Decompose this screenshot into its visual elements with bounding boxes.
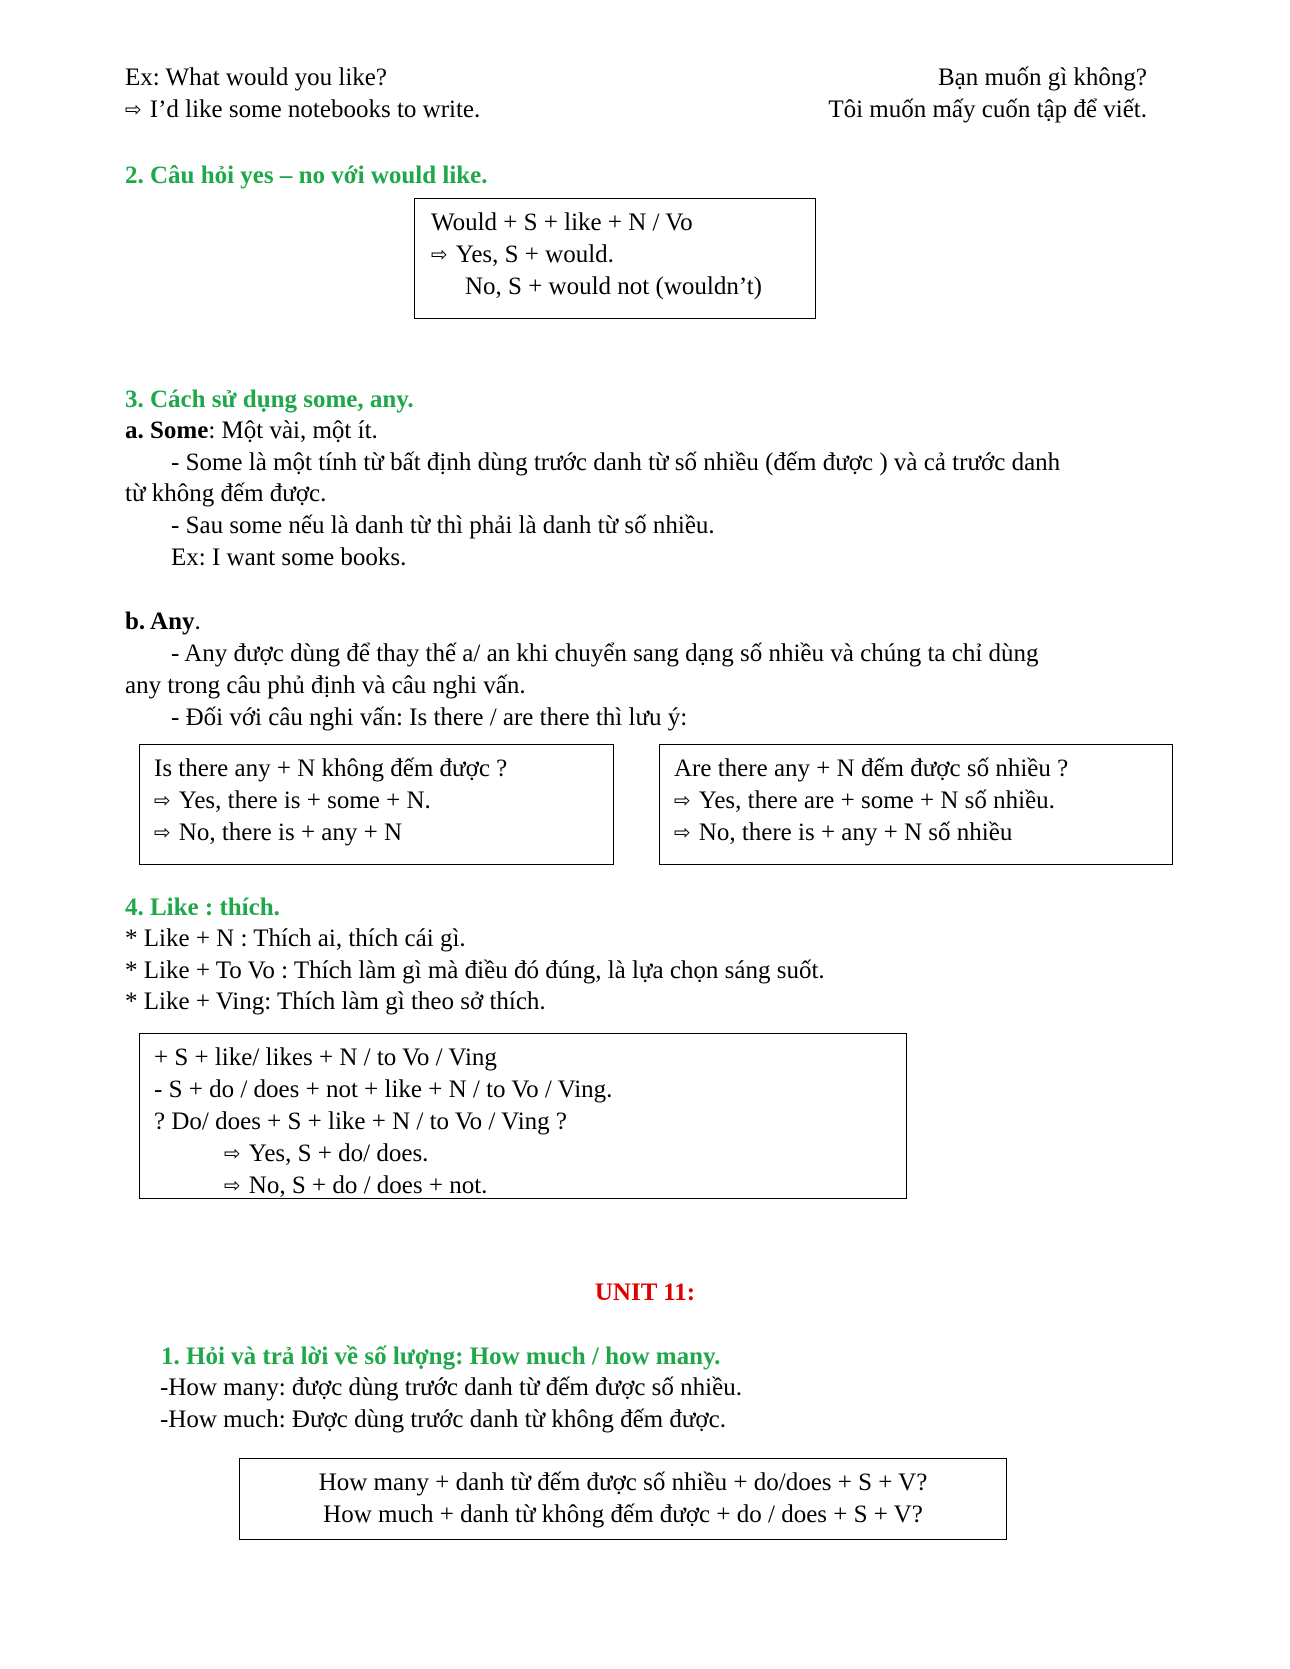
example-question-translation: Bạn muốn gì không? (937, 64, 1147, 91)
any-definition: b. Any. (125, 608, 201, 635)
arrow-icon: ⇨ (674, 820, 691, 844)
some-paragraph-line: - Some là một tính từ bất định dùng trước danh từ số nhiều (đếm được ) và cả trước danh (171, 449, 1061, 476)
unit-11-heading: 1. Hỏi và trả lời về số lượng: How much / how many. (161, 1343, 721, 1370)
would-like-formula-box (414, 198, 816, 319)
any-paragraph-line: - Any được dùng để thay thế a/ an khi chuyển sang dạng số nhiều và chúng ta chỉ dùng (171, 640, 1039, 667)
how-many-rule: -How many: được dùng trước danh từ đếm được số nhiều. (160, 1374, 742, 1401)
formula-line: Would + S + like + N / Vo (431, 209, 693, 236)
how-many-much-formula-box (239, 1458, 1007, 1540)
formula-line: Are there any + N đếm được số nhiều ? (674, 755, 1069, 782)
formula-line: ⇨ No, S + do / does + not. (224, 1170, 487, 1202)
formula-line: ⇨ No, there is + any + N số nhiều (674, 817, 1012, 849)
are-there-formula-box (659, 744, 1173, 865)
like-rule-line: * Like + N : Thích ai, thích cái gì. (125, 925, 466, 952)
some-definition: a. Some: Một vài, một ít. (125, 417, 378, 444)
formula-line: ⇨ Yes, S + do/ does. (224, 1138, 428, 1170)
arrow-icon: ⇨ (154, 788, 171, 812)
formula-line: How many + danh từ đếm được số nhiều + do/does + S + V? (318, 1469, 928, 1496)
formula-line: - S + do / does + not + like + N / to Vo / Ving. (154, 1076, 613, 1103)
formula-line: No, S + would not (wouldn’t) (465, 273, 762, 300)
some-rule: - Sau some nếu là danh từ thì phải là danh từ số nhiều. (171, 512, 715, 539)
unit-11-title: UNIT 11: (594, 1279, 696, 1306)
arrow-icon: ⇨ (224, 1141, 241, 1165)
section-2-heading: 2. Câu hỏi yes – no với would like. (125, 162, 488, 189)
formula-line: ⇨ No, there is + any + N (154, 817, 402, 849)
arrow-icon: ⇨ (431, 242, 448, 266)
how-much-rule: -How much: Được dùng trước danh từ không đếm được. (160, 1406, 726, 1433)
arrow-icon: ⇨ (125, 97, 142, 121)
any-rule: - Đối với câu nghi vấn: Is there / are there thì lưu ý: (171, 704, 688, 731)
is-there-formula-box (139, 744, 614, 865)
formula-line: Is there any + N không đếm được ? (154, 755, 508, 782)
like-rule-line: * Like + To Vo : Thích làm gì mà điều đó đúng, là lựa chọn sáng suốt. (125, 957, 825, 984)
formula-line: ⇨ Yes, S + would. (431, 239, 614, 271)
some-paragraph-line: từ không đếm được. (125, 480, 327, 507)
some-example: Ex: I want some books. (171, 544, 407, 571)
example-answer-text: I’d like some notebooks to write. (149, 96, 481, 123)
example-question: Ex: What would you like? (125, 64, 387, 91)
formula-line: + S + like/ likes + N / to Vo / Ving (154, 1044, 497, 1071)
like-formula-box (139, 1033, 907, 1199)
any-paragraph-line: any trong câu phủ định và câu nghi vấn. (125, 672, 526, 699)
formula-line: ⇨ Yes, there is + some + N. (154, 785, 431, 817)
formula-line: ? Do/ does + S + like + N / to Vo / Ving ? (154, 1108, 568, 1135)
example-answer (125, 94, 480, 126)
arrow-icon: ⇨ (674, 788, 691, 812)
formula-line: How much + danh từ không đếm được + do / does + S + V? (323, 1501, 923, 1528)
like-rule-line: * Like + Ving: Thích làm gì theo sở thích. (125, 988, 546, 1015)
section-4-heading: 4. Like : thích. (125, 894, 280, 921)
formula-line: ⇨ Yes, there are + some + N số nhiều. (674, 785, 1055, 817)
arrow-icon: ⇨ (154, 820, 171, 844)
section-3-heading: 3. Cách sử dụng some, any. (125, 386, 414, 413)
arrow-icon: ⇨ (224, 1173, 241, 1197)
example-answer-translation: Tôi muốn mấy cuốn tập để viết. (828, 96, 1147, 123)
